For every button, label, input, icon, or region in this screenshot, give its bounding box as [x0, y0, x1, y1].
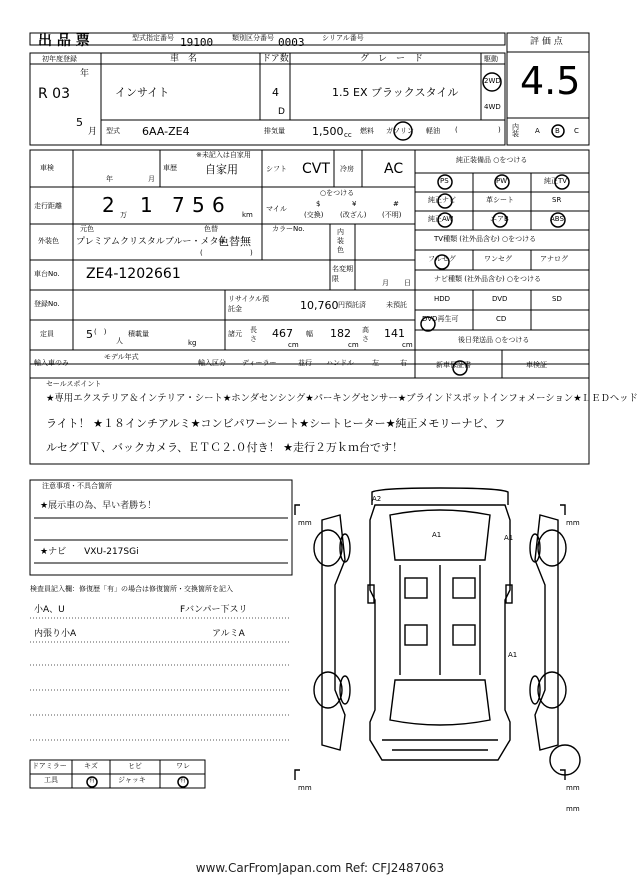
- model-spec-value: 19100: [180, 36, 214, 49]
- ac-label: 冷房: [340, 165, 354, 173]
- color-paren-open: (: [200, 249, 203, 257]
- sales-line: ★専用エクステリア＆インテリア・シート★ホンダセンシング★パーキングセンサー★ブラインドスポットインフォメーション★ＬＥＤヘッド: [46, 393, 638, 404]
- nav-dvd: DVD: [492, 295, 508, 303]
- notes-label: 注意事項・不具合箇所: [42, 482, 112, 490]
- displacement-label: 排気量: [264, 127, 285, 135]
- notes-line: ★ナビ VXU-217SGi: [40, 547, 139, 557]
- handle-label: ハンドル: [326, 359, 354, 367]
- tv-analog: アナログ: [540, 255, 568, 263]
- mileage-label: 走行距離: [34, 202, 62, 210]
- not-deposited: 未預託: [386, 301, 407, 309]
- color-no-label: カラーNo.: [272, 225, 305, 233]
- equip-sr: SR: [552, 196, 562, 204]
- first-reg-era: R 03: [38, 86, 70, 102]
- chassis-value: ZE4-1202661: [86, 266, 181, 282]
- first-reg-label: 初年度登録: [42, 55, 77, 63]
- color-label: 外装色: [38, 237, 59, 245]
- tv-oneseg: ワンセグ: [484, 255, 512, 263]
- interior-color-label: 内装色: [337, 228, 344, 254]
- interior-label: 内装: [512, 123, 519, 138]
- size-label: 諸元: [228, 330, 242, 338]
- light-oil-label: 軽油: [426, 127, 440, 135]
- ac-value: AC: [384, 161, 404, 177]
- drive-4wd: 4WD: [484, 103, 501, 111]
- model-spec-label: 型式指定番号: [132, 34, 174, 42]
- displacement-value: 1,500: [312, 125, 344, 138]
- footer-ref: www.CarFromJapan.com Ref: CFJ2487063: [195, 861, 445, 875]
- mm-label: mm: [298, 519, 312, 527]
- docs-inspection: 車検証: [526, 361, 547, 369]
- doors-type: D: [278, 107, 285, 117]
- name-change-month: 月: [382, 279, 389, 287]
- inspector-line-right: Fバンパー下スリ: [180, 605, 248, 615]
- inspector-label: 検査員記入欄：修復歴「有」の場合は修復箇所・交換箇所を記入: [30, 585, 233, 593]
- missing-header: ヒビ: [128, 762, 142, 770]
- equipment-title: 純正装備品 ○をつける: [456, 156, 528, 164]
- category-value: 0003: [278, 36, 305, 49]
- first-reg-month: 5: [76, 116, 83, 129]
- mileage-circle-note: ○をつける: [320, 189, 355, 197]
- recycle-unit: 円預託済: [338, 301, 366, 309]
- mileage-hash: #: [393, 200, 399, 208]
- equip-leather: 革シート: [486, 196, 514, 204]
- height-value: 141: [384, 327, 405, 340]
- width-value: 182: [330, 327, 351, 340]
- mileage-hash-note: (不明): [382, 211, 402, 219]
- score-value: 4.5: [520, 59, 581, 103]
- color-orig-label: 元色: [80, 225, 94, 233]
- color-value: プレミアムクリスタルブルー・メタ+: [76, 237, 227, 247]
- car-name-label: 車 名: [170, 54, 198, 64]
- interior-b: B: [555, 127, 560, 135]
- length-unit: cm: [288, 341, 299, 349]
- shift-label: シフト: [266, 165, 287, 173]
- tv-title: TV種類 (社外品含む) ○をつける: [434, 235, 537, 243]
- capacity-unit: 人: [116, 337, 123, 345]
- car-name-value: インサイト: [115, 86, 170, 99]
- nav-dvd-play: DVD再生可: [422, 315, 459, 323]
- mile-label: マイル: [266, 205, 287, 213]
- use-value: 自家用: [205, 163, 238, 176]
- inspector-line-left: 内張り小A: [34, 629, 77, 639]
- use-note: ※未記入は自家用: [196, 151, 251, 159]
- chassis-label: 車台No.: [34, 270, 60, 278]
- mm-label: mm: [566, 805, 580, 813]
- registration-no-label: 登録No.: [34, 300, 60, 308]
- equip-tv: 純正TV: [544, 177, 568, 185]
- mileage-dollar-note: (交換): [304, 211, 324, 219]
- notes-line: ★展示車の為、早い者勝ち！: [40, 501, 157, 511]
- load-label: 積載量: [128, 330, 149, 338]
- left-label: 左: [372, 359, 379, 367]
- capacity-label: 定員: [40, 330, 54, 338]
- mileage-digit: 1: [140, 193, 153, 217]
- name-change-label: 名変期限: [332, 265, 353, 283]
- mileage-digit: 2: [102, 193, 115, 217]
- mileage-km: km: [242, 211, 253, 219]
- mileage-digit: 6: [212, 193, 225, 217]
- fuel-label: 燃料: [360, 127, 374, 135]
- equip-airbag: エアB: [490, 215, 509, 223]
- mileage-digit: 7: [172, 193, 185, 217]
- nav-hdd: HDD: [434, 295, 451, 303]
- mileage-yen: ¥: [352, 200, 357, 208]
- docs-warranty: 新車保証書: [436, 361, 471, 369]
- missing-row-label: 有: [89, 777, 96, 784]
- inspection-label: 車検: [40, 164, 54, 172]
- mileage-dollar: $: [316, 200, 321, 208]
- sales-line: ルセグＴＶ、バックカメラ、ＥＴＣ２.０付き！ ★走行２万ｋｍ台です！: [46, 441, 403, 454]
- serial-label: シリアル番号: [322, 34, 364, 42]
- month-unit: 月: [88, 127, 98, 137]
- equip-pw: PW: [496, 177, 508, 185]
- load-unit: kg: [188, 339, 197, 347]
- use-label: 車歴: [163, 164, 177, 172]
- equip-navi: 純正ナビ: [428, 196, 456, 204]
- name-change-day: 日: [404, 279, 411, 287]
- mm-label: mm: [566, 784, 580, 792]
- category-label: 類別区分番号: [232, 34, 274, 42]
- missing-header: ドアミラー: [32, 762, 67, 770]
- missing-header: ワレ: [176, 762, 190, 770]
- mileage-digit: 5: [192, 193, 205, 217]
- equip-aw: 純正AW: [428, 215, 454, 223]
- nav-title: ナビ種類 (社外品含む) ○をつける: [434, 275, 542, 283]
- damage-mark: A1: [504, 534, 514, 542]
- damage-mark: A1: [508, 651, 518, 659]
- mileage-man: 万: [120, 211, 127, 219]
- model-year-label: モデル年式: [104, 353, 139, 361]
- score-label: 評 価 点: [530, 37, 563, 47]
- tv-fullseg: フルセグ: [428, 255, 456, 263]
- sales-line: ライト！ ★１８インチアルミ★コンビパワーシート★シートヒーター★純正メモリーナビ、フ: [46, 417, 506, 430]
- grade-value: 1.5 EX ブラックスタイル: [332, 86, 459, 99]
- missing-row-label: 有: [180, 777, 187, 784]
- damage-mark: A1: [432, 531, 442, 539]
- inspection-month: 月: [148, 175, 155, 183]
- shift-value: CVT: [302, 161, 330, 177]
- height-unit: cm: [402, 341, 413, 349]
- color-change-value: 色替無: [218, 235, 251, 248]
- inspector-line-left: 小A、U: [34, 605, 65, 615]
- drive-label: 駆動: [484, 55, 498, 63]
- recycle-value: 10,760: [300, 299, 339, 312]
- missing-header: キズ: [84, 762, 98, 770]
- sales-points-label: セールスポイント: [46, 380, 102, 388]
- import-type-label: 輸入区分: [198, 359, 226, 367]
- mm-label: mm: [298, 784, 312, 792]
- equip-ps: PS: [440, 177, 449, 185]
- docs-title: 後日発送品 ○をつける: [458, 336, 530, 344]
- width-label: 幅: [306, 330, 313, 338]
- recycle-label: リサイクル預託金: [228, 295, 270, 313]
- inspection-year: 年: [106, 175, 113, 183]
- interior-c: C: [574, 127, 579, 135]
- year-unit: 年: [80, 69, 90, 79]
- missing-row-label: 工具: [44, 776, 58, 784]
- capacity-value: 5: [86, 328, 93, 341]
- right-label: 右: [400, 359, 407, 367]
- mileage-yen-note: (改ざん): [340, 211, 367, 219]
- nav-cd: CD: [496, 315, 507, 323]
- doors-value: 4: [272, 86, 279, 99]
- type-label: 型式: [106, 127, 120, 135]
- parallel-label: 並行: [298, 359, 312, 367]
- damage-mark: A2: [372, 495, 382, 503]
- page-title: 出 品 票: [38, 33, 90, 49]
- grade-label: グ レ ー ド: [360, 54, 424, 64]
- drive-2wd: 2WD: [484, 77, 501, 85]
- height-label: 高さ: [362, 326, 369, 343]
- fuel-value: ガソリン: [386, 127, 414, 135]
- interior-a: A: [535, 127, 540, 135]
- displacement-unit: cc: [344, 131, 352, 139]
- doors-label: ドア数: [262, 54, 289, 64]
- equip-abs: ABS: [550, 215, 564, 223]
- missing-row-label: ジャッキ: [118, 776, 146, 784]
- length-value: 467: [272, 327, 293, 340]
- width-unit: cm: [348, 341, 359, 349]
- import-label: 輸入車のみ: [34, 359, 69, 367]
- inspector-line-right: アルミA: [212, 629, 245, 639]
- color-change-label: 色替: [204, 225, 218, 233]
- type-value: 6AA-ZE4: [142, 125, 190, 138]
- length-label: 長さ: [250, 326, 257, 343]
- dealer-label: ディーラー: [242, 359, 277, 367]
- color-paren-close: ): [250, 249, 253, 257]
- nav-sd: SD: [552, 295, 562, 303]
- mm-label: mm: [566, 519, 580, 527]
